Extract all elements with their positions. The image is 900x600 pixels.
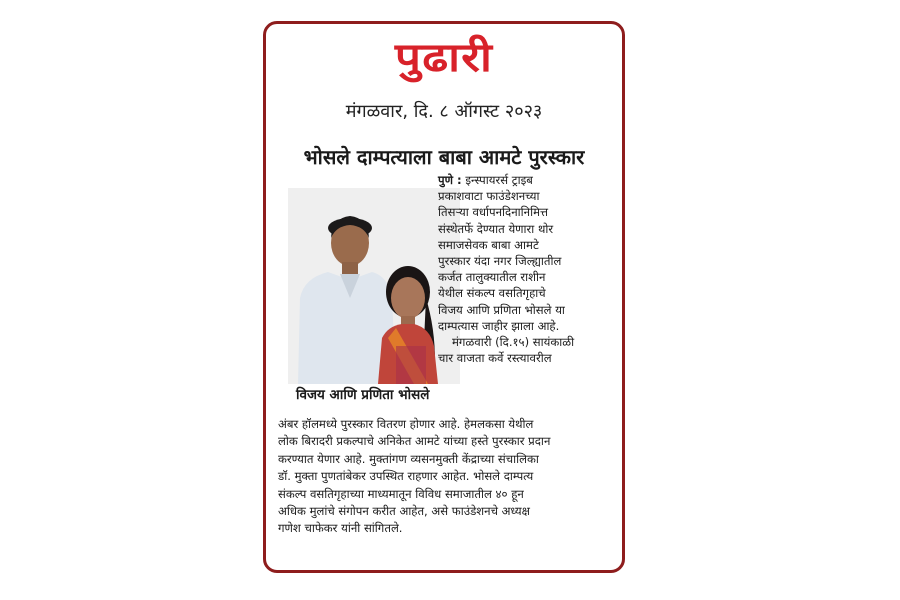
article-line: चार वाजता कर्वे रस्त्यावरील [438, 351, 552, 366]
article-line: पुरस्कार यंदा नगर जिल्ह्यातील [438, 254, 562, 269]
newspaper-clipping [263, 21, 625, 573]
article-line: दाम्पत्यास जाहीर झाला आहे. [438, 318, 560, 333]
article-line: करण्यात येणार आहे. मुक्तांगण व्यसनमुक्ती केंद्राच्या संचालिका [278, 451, 539, 466]
article-line: डॉ. मुक्ता पुणतांबेकर उपस्थित राहणार आहेत. भोसले दाम्पत्य [278, 469, 534, 484]
photo-caption: विजय आणि प्रणिता भोसले [296, 387, 430, 403]
article-line: प्रकाशवाटा फाउंडेशनच्या [438, 189, 540, 204]
article-line: अधिक मुलांचे संगोपन करीत आहेत, असे फाउंडेशनचे अध्यक्ष [278, 504, 530, 519]
article-line: अंबर हॉलमध्ये पुरस्कार वितरण होणार आहे. हेमलकसा येथील [278, 417, 534, 431]
article-line: येथील संकल्प वसतिगृहाचे [438, 286, 546, 301]
article-line: कर्जत तालुक्यातील राशीन [438, 270, 546, 285]
article-line: विजय आणि प्रणिता भोसले या [438, 302, 565, 317]
article-line: संकल्प वसतिगृहाच्या माध्यमातून विविध समाजातील ४० हून [278, 486, 524, 501]
article-headline: भोसले दाम्पत्याला बाबा आमटे पुरस्कार [303, 145, 585, 169]
article-column-right [438, 172, 616, 366]
newspaper-masthead: पुढारी [394, 35, 494, 81]
place-dateline: पुणे : [438, 173, 462, 187]
article-line: संस्थेतर्फे देण्यात येणारा थोर [438, 221, 554, 236]
article-line: गणेश चाफेकर यांनी सांगितले. [278, 521, 403, 536]
article-line: मंगळवारी (दि.१५) सायंकाळी [452, 335, 575, 350]
article-body-full [278, 416, 618, 538]
article-line: लोक बिरादरी प्रकल्पाचे अनिकेत आमटे यांच्या हस्ते पुरस्कार प्रदान [278, 434, 551, 449]
couple-photo [288, 188, 460, 384]
publication-date: मंगळवार, दि. ८ ऑगस्ट २०२३ [345, 101, 543, 122]
article-line: तिसऱ्या वर्धापनदिनानिमित्त [438, 205, 549, 220]
article-line: समाजसेवक बाबा आमटे [438, 237, 539, 252]
article-line: पुणे : इन्स्पायरर्स ट्राइब [438, 173, 533, 187]
